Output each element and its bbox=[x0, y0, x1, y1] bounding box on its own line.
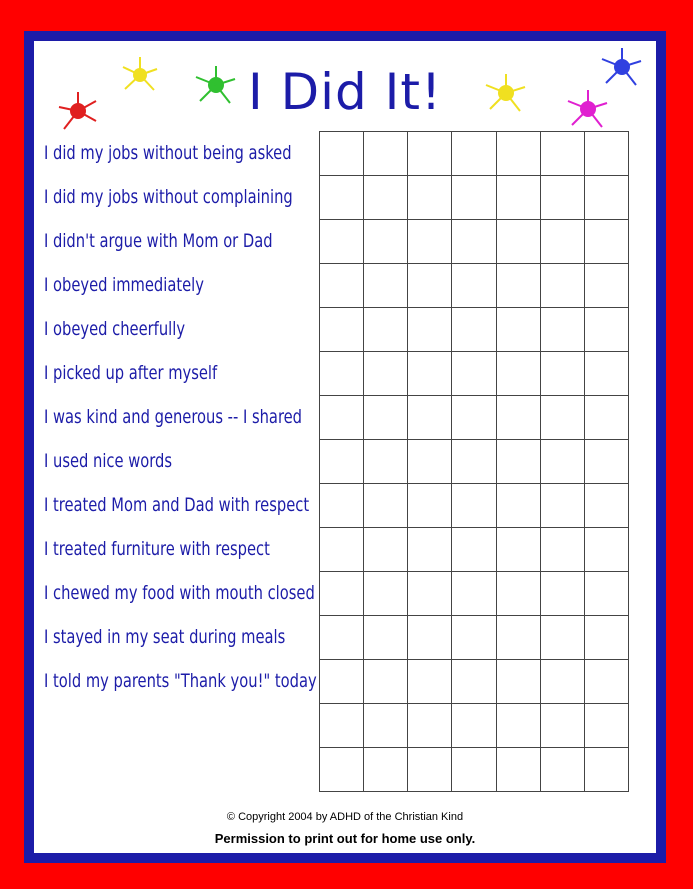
grid-cell[interactable] bbox=[452, 396, 496, 440]
grid-row bbox=[320, 264, 629, 308]
task-label: I treated furniture with respect bbox=[44, 538, 270, 560]
grid-cell[interactable] bbox=[452, 704, 496, 748]
grid-row bbox=[320, 396, 629, 440]
grid-cell[interactable] bbox=[496, 396, 540, 440]
grid-cell[interactable] bbox=[320, 264, 364, 308]
task-label: I told my parents "Thank you!" today bbox=[44, 670, 317, 692]
grid-cell[interactable] bbox=[540, 132, 584, 176]
grid-cell[interactable] bbox=[452, 440, 496, 484]
page-title: I Did It! bbox=[247, 63, 443, 121]
grid-cell[interactable] bbox=[496, 704, 540, 748]
grid-cell[interactable] bbox=[540, 660, 584, 704]
grid-cell[interactable] bbox=[320, 704, 364, 748]
grid-cell[interactable] bbox=[584, 176, 628, 220]
grid-cell[interactable] bbox=[584, 264, 628, 308]
grid-cell[interactable] bbox=[320, 484, 364, 528]
grid-cell[interactable] bbox=[408, 704, 452, 748]
grid-cell[interactable] bbox=[320, 176, 364, 220]
grid-cell[interactable] bbox=[496, 660, 540, 704]
grid-cell[interactable] bbox=[452, 484, 496, 528]
grid-row bbox=[320, 660, 629, 704]
grid-cell[interactable] bbox=[452, 132, 496, 176]
task-label: I stayed in my seat during meals bbox=[44, 626, 286, 648]
grid-cell[interactable] bbox=[584, 572, 628, 616]
grid-cell[interactable] bbox=[584, 308, 628, 352]
grid-cell[interactable] bbox=[584, 352, 628, 396]
grid-cell[interactable] bbox=[408, 132, 452, 176]
task-label: I used nice words bbox=[44, 450, 172, 472]
grid-cell[interactable] bbox=[320, 660, 364, 704]
grid-cell[interactable] bbox=[540, 308, 584, 352]
grid-cell[interactable] bbox=[408, 264, 452, 308]
grid-cell[interactable] bbox=[496, 748, 540, 792]
task-label: I did my jobs without being asked bbox=[44, 142, 292, 164]
grid-cell[interactable] bbox=[496, 528, 540, 572]
grid-cell[interactable] bbox=[408, 528, 452, 572]
task-label: I treated Mom and Dad with respect bbox=[44, 494, 310, 516]
grid-cell[interactable] bbox=[364, 440, 408, 484]
grid-cell[interactable] bbox=[496, 220, 540, 264]
grid-cell[interactable] bbox=[584, 132, 628, 176]
grid-cell[interactable] bbox=[364, 484, 408, 528]
grid-cell[interactable] bbox=[408, 440, 452, 484]
grid-cell[interactable] bbox=[452, 748, 496, 792]
grid-cell[interactable] bbox=[320, 220, 364, 264]
grid-cell[interactable] bbox=[364, 132, 408, 176]
grid-cell[interactable] bbox=[408, 660, 452, 704]
grid-cell[interactable] bbox=[540, 572, 584, 616]
grid-cell[interactable] bbox=[452, 220, 496, 264]
grid-cell[interactable] bbox=[364, 352, 408, 396]
grid-cell[interactable] bbox=[408, 616, 452, 660]
grid-cell[interactable] bbox=[584, 616, 628, 660]
task-label: I didn't argue with Mom or Dad bbox=[44, 230, 273, 252]
grid-cell[interactable] bbox=[540, 396, 584, 440]
grid-cell[interactable] bbox=[364, 704, 408, 748]
grid-cell[interactable] bbox=[496, 440, 540, 484]
grid-row bbox=[320, 528, 629, 572]
grid-cell[interactable] bbox=[540, 176, 584, 220]
grid-cell[interactable] bbox=[540, 484, 584, 528]
grid-cell[interactable] bbox=[584, 396, 628, 440]
grid-cell[interactable] bbox=[320, 308, 364, 352]
task-label: I was kind and generous -- I shared bbox=[44, 406, 303, 428]
grid-cell[interactable] bbox=[408, 176, 452, 220]
grid-cell[interactable] bbox=[320, 528, 364, 572]
grid-cell[interactable] bbox=[320, 132, 364, 176]
grid-row bbox=[320, 132, 629, 176]
grid-cell[interactable] bbox=[540, 440, 584, 484]
grid-row bbox=[320, 748, 629, 792]
grid-cell[interactable] bbox=[496, 352, 540, 396]
blue-frame bbox=[24, 31, 666, 863]
grid-cell[interactable] bbox=[408, 572, 452, 616]
grid-row bbox=[320, 484, 629, 528]
grid-row bbox=[320, 572, 629, 616]
grid-row bbox=[320, 220, 629, 264]
grid-cell[interactable] bbox=[584, 704, 628, 748]
grid-cell[interactable] bbox=[584, 220, 628, 264]
grid-cell[interactable] bbox=[408, 748, 452, 792]
grid-cell[interactable] bbox=[540, 220, 584, 264]
grid-cell[interactable] bbox=[364, 748, 408, 792]
grid-cell[interactable] bbox=[496, 572, 540, 616]
grid-cell[interactable] bbox=[408, 308, 452, 352]
grid-cell[interactable] bbox=[452, 528, 496, 572]
grid-cell[interactable] bbox=[364, 616, 408, 660]
task-label: I did my jobs without complaining bbox=[44, 186, 293, 208]
grid-cell[interactable] bbox=[496, 264, 540, 308]
grid-cell[interactable] bbox=[364, 660, 408, 704]
grid-cell[interactable] bbox=[540, 264, 584, 308]
grid-cell[interactable] bbox=[540, 352, 584, 396]
grid-cell[interactable] bbox=[364, 396, 408, 440]
grid-cell[interactable] bbox=[540, 704, 584, 748]
grid-cell[interactable] bbox=[584, 484, 628, 528]
checkbox-grid bbox=[319, 131, 629, 792]
copyright-text: © Copyright 2004 by ADHD of the Christian Kind bbox=[226, 811, 464, 823]
grid-row bbox=[320, 616, 629, 660]
grid-cell[interactable] bbox=[364, 308, 408, 352]
grid-cell[interactable] bbox=[540, 616, 584, 660]
grid-row bbox=[320, 440, 629, 484]
grid-row bbox=[320, 352, 629, 396]
grid-cell[interactable] bbox=[320, 396, 364, 440]
grid-cell[interactable] bbox=[408, 220, 452, 264]
task-label: I picked up after myself bbox=[44, 362, 218, 384]
permission-text: Permission to print out for home use only. bbox=[214, 831, 476, 846]
grid-cell[interactable] bbox=[320, 616, 364, 660]
grid-row bbox=[320, 176, 629, 220]
grid-row bbox=[320, 704, 629, 748]
grid-cell[interactable] bbox=[452, 264, 496, 308]
task-label: I obeyed cheerfully bbox=[44, 318, 186, 340]
grid-cell[interactable] bbox=[496, 176, 540, 220]
grid-row bbox=[320, 308, 629, 352]
grid-cell[interactable] bbox=[320, 572, 364, 616]
grid-cell[interactable] bbox=[320, 352, 364, 396]
grid-cell[interactable] bbox=[452, 572, 496, 616]
grid-cell[interactable] bbox=[496, 308, 540, 352]
grid-cell[interactable] bbox=[320, 748, 364, 792]
task-label: I chewed my food with mouth closed bbox=[44, 582, 315, 604]
grid-cell[interactable] bbox=[452, 616, 496, 660]
chart-paper bbox=[34, 41, 656, 853]
grid-cell[interactable] bbox=[364, 264, 408, 308]
grid-cell[interactable] bbox=[408, 484, 452, 528]
grid-cell[interactable] bbox=[408, 352, 452, 396]
grid-cell[interactable] bbox=[584, 660, 628, 704]
grid-cell[interactable] bbox=[364, 176, 408, 220]
grid-cell[interactable] bbox=[496, 484, 540, 528]
task-label: I obeyed immediately bbox=[44, 274, 204, 296]
grid-cell[interactable] bbox=[584, 440, 628, 484]
grid-cell[interactable] bbox=[540, 528, 584, 572]
grid-cell[interactable] bbox=[364, 528, 408, 572]
grid-cell[interactable] bbox=[540, 748, 584, 792]
grid-cell[interactable] bbox=[584, 528, 628, 572]
grid-cell[interactable] bbox=[364, 572, 408, 616]
grid-cell[interactable] bbox=[496, 616, 540, 660]
grid-cell[interactable] bbox=[452, 660, 496, 704]
grid-cell[interactable] bbox=[364, 220, 408, 264]
grid-cell[interactable] bbox=[584, 748, 628, 792]
grid-cell[interactable] bbox=[320, 440, 364, 484]
grid-cell[interactable] bbox=[452, 352, 496, 396]
grid-cell[interactable] bbox=[408, 396, 452, 440]
grid-cell[interactable] bbox=[496, 132, 540, 176]
grid-cell[interactable] bbox=[452, 308, 496, 352]
grid-cell[interactable] bbox=[452, 176, 496, 220]
